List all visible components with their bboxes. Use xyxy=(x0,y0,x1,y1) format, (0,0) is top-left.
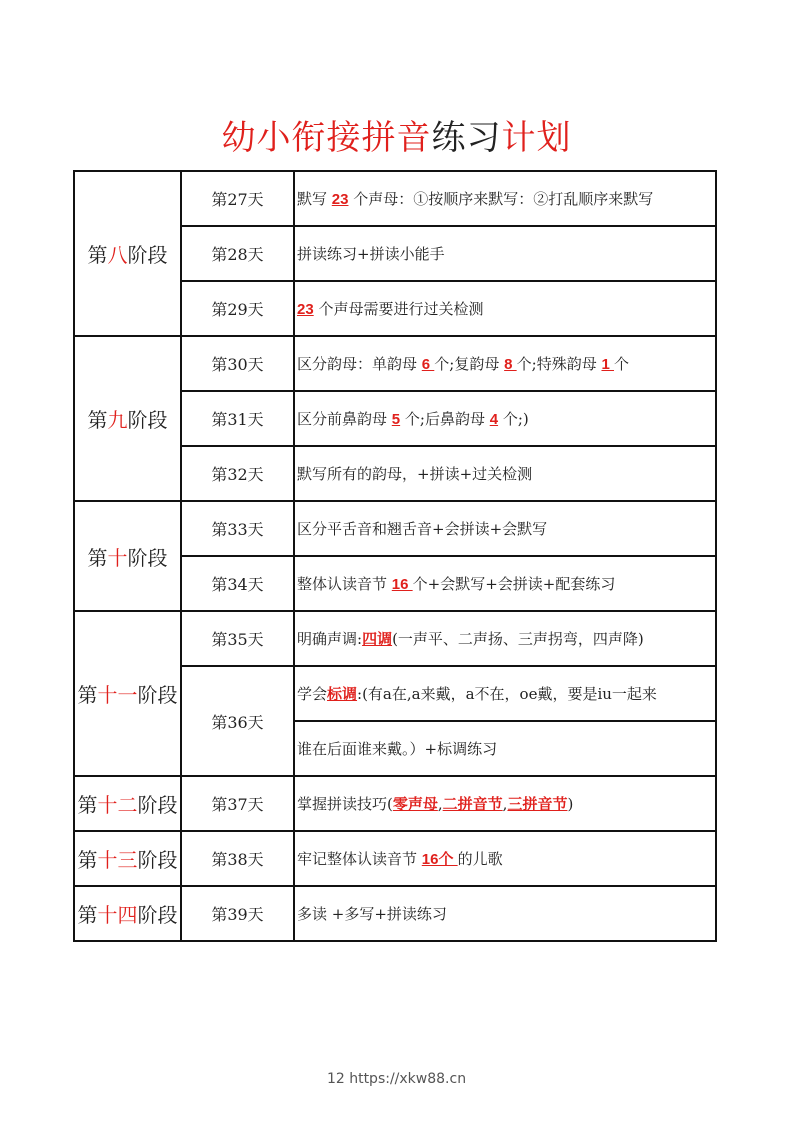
stage-number: 十三 xyxy=(97,848,138,872)
stage-cell xyxy=(74,611,181,776)
content-text: 个 xyxy=(613,355,629,373)
day-cell: 第29天 xyxy=(181,281,294,336)
stage-cell xyxy=(74,171,181,336)
table-row xyxy=(74,831,716,886)
content-cell xyxy=(294,281,716,336)
highlight-text: 4 xyxy=(489,411,499,428)
plan-table xyxy=(73,170,717,942)
stage-suffix: 阶段 xyxy=(137,848,178,872)
content-text: ) xyxy=(567,795,574,813)
content-text: 个+会默写+会拼读+配套练习 xyxy=(412,575,616,593)
stage-prefix: 第 xyxy=(87,545,108,570)
highlight-text: 标调 xyxy=(327,686,358,703)
day-cell: 第36天 xyxy=(181,666,294,776)
content-text: 区分韵母：单韵母 xyxy=(297,355,422,373)
stage-prefix: 第 xyxy=(77,903,98,927)
content-text: (一声平、二声扬、三声拐弯，四声降) xyxy=(392,630,644,648)
content-cell xyxy=(294,391,716,446)
day-cell: 第34天 xyxy=(181,556,294,611)
day-cell: 第38天 xyxy=(181,831,294,886)
highlight-text: 16个 xyxy=(421,851,458,868)
table-row xyxy=(74,886,716,941)
stage-cell xyxy=(74,501,181,611)
stage-suffix: 阶段 xyxy=(127,243,168,267)
content-text: 谁在后面谁来戴。）+标调练习 xyxy=(297,740,498,758)
stage-number: 八 xyxy=(107,243,128,267)
title-part-3: 计划 xyxy=(501,118,572,158)
content-text: 个声母需要进行过关检测 xyxy=(313,300,484,318)
highlight-text: 8 xyxy=(504,356,517,373)
content-text: 学会 xyxy=(297,685,328,703)
page-footer: 12 https://xkw88.cn xyxy=(326,1071,467,1087)
content-cell xyxy=(294,501,716,556)
stage-prefix: 第 xyxy=(77,683,98,707)
content-cell xyxy=(294,776,716,831)
stage-cell xyxy=(74,336,181,501)
content-cell xyxy=(294,831,716,886)
table-row xyxy=(74,611,716,666)
content-text: 的儿歌 xyxy=(457,850,503,868)
stage-suffix: 阶段 xyxy=(137,683,178,707)
content-text: 个;后鼻韵母 xyxy=(400,410,490,428)
content-text: :(有a在,a来戴，a不在，oe戴，要是iu一起来 xyxy=(357,685,657,703)
content-text: 默写所有的韵母，+拼读+过关检测 xyxy=(297,465,533,483)
title-part-1: 幼小衔接拼音 xyxy=(221,118,432,158)
stage-cell xyxy=(74,776,181,831)
content-text: , xyxy=(502,795,508,813)
title-part-2: 练习 xyxy=(431,118,502,158)
highlight-text: 23 xyxy=(331,191,349,208)
highlight-text: 三拼音节 xyxy=(507,796,568,813)
highlight-text: 零声母 xyxy=(392,796,438,813)
content-cell xyxy=(294,721,716,776)
content-text: 区分平舌音和翘舌音+会拼读+会默写 xyxy=(297,520,548,538)
content-cell xyxy=(294,171,716,226)
content-cell xyxy=(294,226,716,281)
content-text: 个;复韵母 xyxy=(434,355,505,373)
stage-suffix: 阶段 xyxy=(137,793,178,817)
content-text: 掌握拼读技巧( xyxy=(297,795,393,813)
content-text: 明确声调: xyxy=(297,630,363,648)
day-cell: 第28天 xyxy=(181,226,294,281)
content-text: 牢记整体认读音节 xyxy=(297,850,422,868)
highlight-text: 四调 xyxy=(362,631,393,648)
highlight-text: 5 xyxy=(391,411,401,428)
stage-prefix: 第 xyxy=(87,408,108,432)
content-text: 多读 +多写+拼读练习 xyxy=(297,905,447,923)
highlight-text: 16 xyxy=(391,576,413,593)
stage-cell xyxy=(74,886,181,941)
table-row xyxy=(74,501,716,556)
highlight-text: 1 xyxy=(601,356,614,373)
content-text: 个;特殊韵母 xyxy=(516,355,602,373)
day-cell: 第39天 xyxy=(181,886,294,941)
content-cell xyxy=(294,886,716,941)
content-text: 区分前鼻韵母 xyxy=(297,410,392,428)
content-text: 个;) xyxy=(498,410,529,428)
content-cell xyxy=(294,666,716,721)
day-cell: 第31天 xyxy=(181,391,294,446)
stage-suffix: 阶段 xyxy=(127,408,168,432)
stage-number: 十 xyxy=(107,545,128,570)
content-text: 拼读练习+拼读小能手 xyxy=(297,245,445,263)
content-cell xyxy=(294,611,716,666)
day-cell: 第30天 xyxy=(181,336,294,391)
day-cell: 第32天 xyxy=(181,446,294,501)
stage-number: 十一 xyxy=(97,683,138,707)
stage-number: 十二 xyxy=(97,793,138,817)
stage-number: 十四 xyxy=(97,903,138,927)
day-cell: 第35天 xyxy=(181,611,294,666)
content-text: 整体认读音节 xyxy=(297,575,392,593)
stage-number: 九 xyxy=(107,408,128,432)
table-row xyxy=(74,336,716,391)
table-row xyxy=(74,171,716,226)
highlight-text: 二拼音节 xyxy=(442,796,503,813)
day-cell: 第37天 xyxy=(181,776,294,831)
page-title xyxy=(0,110,793,159)
content-text: , xyxy=(437,795,443,813)
content-text: 默写 xyxy=(297,190,332,208)
day-cell: 第33天 xyxy=(181,501,294,556)
highlight-text: 23 xyxy=(297,301,314,318)
stage-prefix: 第 xyxy=(77,848,98,872)
stage-prefix: 第 xyxy=(77,793,98,817)
content-cell xyxy=(294,336,716,391)
day-cell: 第27天 xyxy=(181,171,294,226)
highlight-text: 6 xyxy=(421,356,435,373)
content-cell xyxy=(294,556,716,611)
content-text: 个声母：①按顺序来默写：②打乱顺序来默写 xyxy=(348,190,654,208)
stage-cell xyxy=(74,831,181,886)
stage-prefix: 第 xyxy=(87,243,108,267)
table-row xyxy=(74,776,716,831)
content-cell xyxy=(294,446,716,501)
stage-suffix: 阶段 xyxy=(137,903,178,927)
stage-suffix: 阶段 xyxy=(127,545,168,570)
